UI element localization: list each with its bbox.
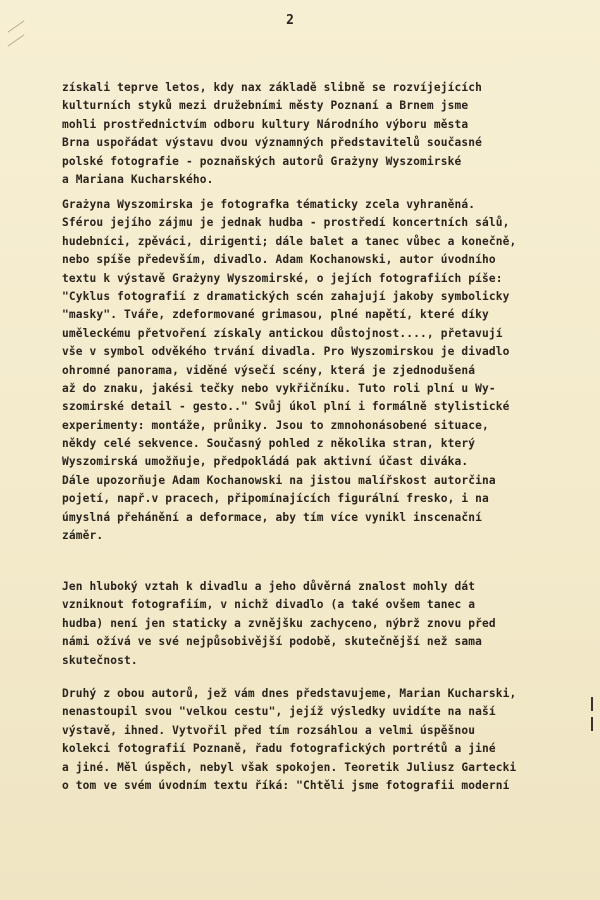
paragraph [62, 196, 572, 545]
text-line: Druhý z obou autorů, jež vám dnes představujeme, Marian Kucharski, [62, 687, 517, 700]
text-line: nenastoupil svou "velkou cestu", jejíž výsledky uvidíte na naší [62, 705, 496, 719]
text-line: textu k výstavě Grażyny Wyszomirské, o jejích fotografiích píše: [62, 271, 503, 285]
text-line: Grażyna Wyszomirska je fotografka tématicky zcela vyhraněná. [62, 198, 476, 211]
margin-pencil-mark [591, 697, 593, 711]
paragraph [62, 79, 572, 189]
text-line: hudba) není jen staticky a zvnějšku zachyceno, nýbrž znovu před [62, 616, 496, 630]
text-line: polské fotografie - poznaňských autorů Grażyny Wyszomirské [62, 154, 462, 168]
text-line: vše v symbol odvěkého trvání divadla. Pro Wyszomirskou je divadlo [62, 345, 510, 359]
text-line: Dále upozorňuje Adam Kochanowski na jistou malířskost autorčina [62, 473, 496, 487]
text-line: úmyslná přehánění a deformace, aby tím více vynikl inscenační [62, 510, 483, 524]
text-line: experimenty: montáže, průniky. Jsou to zmnohonásobené situace, [62, 418, 489, 432]
paragraph [62, 685, 572, 795]
text-line: námi ožívá ve své nejpůsobivější podobě, skutečnější než sama [62, 635, 483, 649]
text-line: až do znaku, jakési tečky nebo vykřičníku. Tuto roli plní u Wy- [62, 381, 496, 395]
text-line: Wyszomirská umožňuje, předpokládá pak aktivní účast diváka. [62, 455, 469, 469]
corner-pencil-mark [8, 34, 25, 46]
text-line: získali teprve letos, kdy nax základě slibně se rozvíjejících [62, 81, 483, 94]
text-line: szomirské detail - gesto.." Svůj úkol plní i formálně stylistické [62, 400, 510, 414]
text-line: uměleckému přetvoření získaly antickou důstojnost...., přetavují [62, 326, 503, 340]
text-line: ohromné panorama, viděné výsečí scény, která je zjednodušená [62, 363, 476, 377]
text-line: pojetí, např.v pracech, připomínajících figurální fresko, i na [62, 492, 489, 506]
text-line: skutečnost. [62, 653, 138, 667]
text-line: hudebníci, zpěváci, dirigenti; dále balet a tanec vůbec a konečně, [62, 234, 517, 248]
text-line: Brna uspořádat výstavu dvou významných představitelů současné [62, 136, 483, 150]
text-line: Sférou jejího zájmu je jednak hudba - prostředí koncertních sálů, [62, 216, 510, 230]
text-line: "masky". Tváře, zdeformované grimasou, plné napětí, které díky [62, 308, 489, 322]
text-line: kulturních styků mezi družebními městy Poznaní a Brnem jsme [62, 99, 469, 113]
text-line: někdy celé sekvence. Současný pohled z několika stran, který [62, 437, 476, 451]
text-line: a jiné. Měl úspěch, nebyl však spokojen. Teoretik Juliusz Gartecki [62, 760, 517, 774]
text-line: Jen hluboký vztah k divadlu a jeho důvěrná znalost mohly dát [62, 580, 476, 593]
paragraph [62, 578, 572, 670]
text-line: a Mariana Kucharského. [62, 172, 214, 186]
text-line: nebo spíše především, divadlo. Adam Kochanowski, autor úvodního [62, 253, 496, 267]
text-line: o tom ve svém úvodním textu říká: "Chtěli jsme fotografii moderní [62, 778, 510, 792]
text-line: vzniknout fotografiím, v nichž divadlo (a také ovšem tanec a [62, 598, 476, 612]
text-line: kolekci fotografií Poznaně, řadu fotografických portrétů a jiné [62, 742, 496, 756]
text-line: výstavě, ihned. Vytvořil před tím rozsáhlou a velmi úspěšnou [62, 723, 476, 737]
margin-pencil-mark [591, 717, 593, 731]
text-line: "Cyklus fotografií z dramatických scén zahajují jakoby symbolicky [62, 289, 510, 303]
text-line: záměr. [62, 529, 104, 543]
page-number: 2 [286, 13, 294, 28]
text-line: mohli prostřednictvím odboru kultury Národního výboru města [62, 117, 469, 131]
